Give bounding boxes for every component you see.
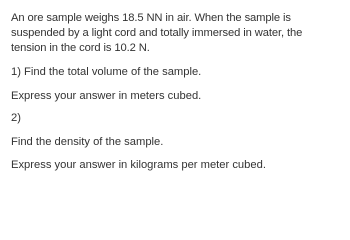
part2-number: 2) xyxy=(11,112,21,124)
part1-instruction: Express your answer in meters cubed. xyxy=(11,90,202,102)
problem-line-1: An ore sample weighs 18.5 NN in air. When the sample is xyxy=(11,12,291,24)
problem-statement xyxy=(11,11,345,56)
problem-line-3: tension in the cord is 10.2 N. xyxy=(11,42,150,54)
problem-line-2: suspended by a light cord and totally immersed in water, the xyxy=(11,27,303,39)
part2-instruction: Express your answer in kilograms per meter cubed. xyxy=(11,159,266,171)
part2-question: Find the density of the sample. xyxy=(11,136,164,148)
problem-document xyxy=(11,11,345,171)
part1-question: 1) Find the total volume of the sample. xyxy=(11,66,202,78)
